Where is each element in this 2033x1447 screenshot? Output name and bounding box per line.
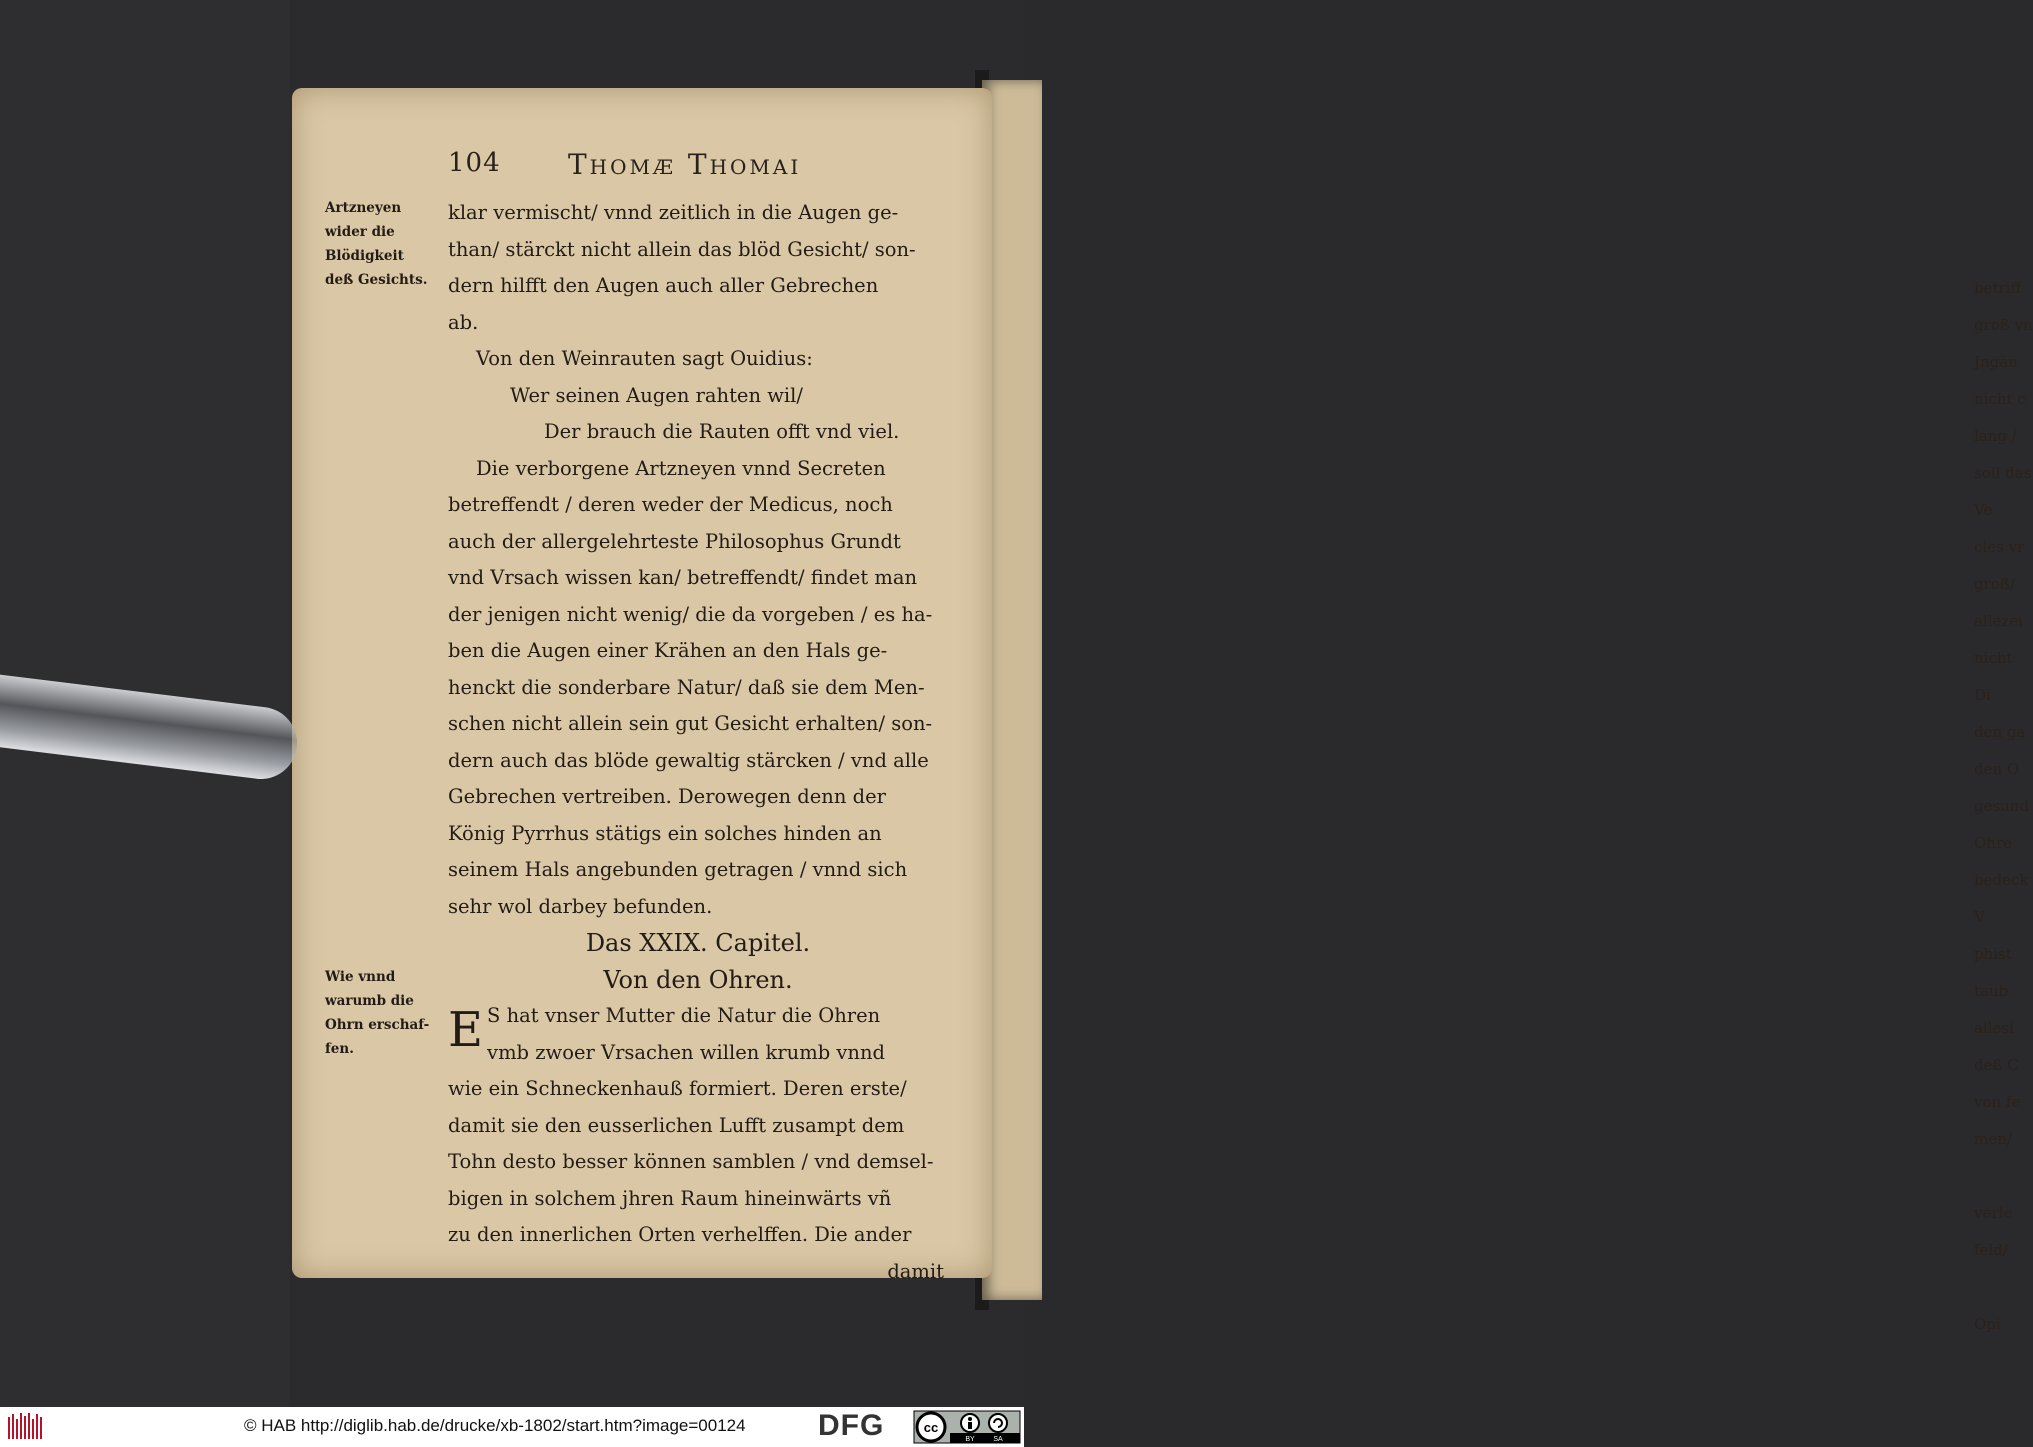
running-head <box>448 148 968 188</box>
text-line: henckt die sonderbare Natur/ daß sie dem Men- <box>448 675 925 699</box>
text-line: vnd Vrsach wissen kan/ betreffendt/ findet man <box>448 566 918 589</box>
text-line: vmb zwoer Vrsachen willen krumb vnnd <box>487 1040 885 1064</box>
text-line: dern hilfft den Augen auch aller Gebrechen <box>448 274 879 297</box>
text-line: König Pyrrhus stätigs ein solches hinden an <box>448 821 882 845</box>
facing-page-fragment: gesund <box>1974 797 2030 815</box>
facing-page-fragment: phist <box>1974 945 2012 963</box>
body-text <box>448 195 948 1290</box>
facing-page-text <box>1974 270 2033 1343</box>
marginal-note-ears: Wie vnnd warumb die Ohrn erschaf- fen. <box>325 969 430 1057</box>
text-line: klar vermischt/ vnnd zeitlich in die Augen ge- <box>448 201 899 224</box>
text-line: sehr wol darbey befunden. <box>448 894 713 918</box>
facing-page-fragment: groß/ <box>1974 575 2015 593</box>
text-line: dern auch das blöde gewaltig stärcken / vnd alle <box>448 748 929 772</box>
text-line: S hat vnser Mutter die Natur die Ohren <box>487 1004 881 1027</box>
text-line: wie ein Schneckenhauß formiert. Deren erste/ <box>448 1077 907 1100</box>
facing-page-fragment: Ve <box>1974 501 1993 519</box>
svg-text:cc: cc <box>923 1420 939 1435</box>
facing-page-fragment: von fe <box>1974 1093 2021 1111</box>
verse-line: Wer seinen Augen rahten wil/ <box>510 383 803 407</box>
page-number: 104 <box>448 148 501 178</box>
text-line: seinem Hals angebunden getragen / vnnd sich <box>448 858 908 881</box>
svg-text:SA: SA <box>993 1436 1003 1443</box>
text-line: Die verborgene Artzneyen vnnd Secreten <box>476 456 886 480</box>
facing-page-fragment: deß C <box>1974 1056 2019 1074</box>
facing-page-fragment <box>1974 1269 2014 1306</box>
hab-logo-icon <box>6 1411 46 1443</box>
facing-page-fragment: Jngän <box>1974 353 2018 371</box>
facing-page-fragment: bedeck <box>1974 871 2029 889</box>
marginal-note-eyes: Artzneyen wider die Blödigkeit deß Gesichts. <box>325 200 428 288</box>
verse-line: Der brauch die Rauten offt vnd viel. <box>544 420 900 443</box>
footer-link[interactable]: © HAB http://diglib.hab.de/drucke/xb-1802/start.htm?image=00124 <box>244 1416 746 1435</box>
facing-page-fragment: den O <box>1974 760 2020 778</box>
dropcap-paragraph <box>448 998 948 1254</box>
facing-page-fragment: Opi <box>1974 1315 2001 1333</box>
running-title: Thomæ Thomai <box>568 148 802 181</box>
facing-page-fragment: nicht <box>1974 649 2013 667</box>
drop-cap: E <box>448 1002 484 1058</box>
text-line: auch der allergelehrteste Philosophus Grundt <box>448 529 901 553</box>
facing-page-fragment: lang / <box>1974 427 2017 445</box>
facing-page-fragment: allezei <box>1974 612 2023 630</box>
text-line: betreffendt / deren weder der Medicus, noch <box>448 493 893 516</box>
facing-page-fragment: allesi <box>1974 1019 2014 1037</box>
text-line: damit sie den eusserlichen Lufft zusampt dem <box>448 1113 905 1137</box>
text-line: ben die Augen einer Krähen an den Hals ge- <box>448 639 888 662</box>
text-line: Tohn desto besser können samblen / vnd demsel- <box>448 1150 934 1173</box>
facing-page-fragment: Ohre <box>1974 834 2013 852</box>
text-line: ab. <box>448 310 479 334</box>
facing-page-fragment: feld/ <box>1974 1241 2008 1259</box>
svg-text:BY: BY <box>965 1436 975 1443</box>
facing-page-fragment: soll das <box>1974 464 2032 482</box>
text-line: schen nicht allein sein gut Gesicht erhalten/ son- <box>448 712 933 735</box>
text-line: than/ stärckt nicht allein das blöd Gesicht/ son- <box>448 237 916 261</box>
facing-page-fragment: men/ <box>1974 1130 2012 1148</box>
ovid-intro: Von den Weinrauten sagt Ouidius: <box>476 347 813 370</box>
chapter-heading: Das XXIX. Capitel. <box>585 929 811 957</box>
catchword: damit <box>887 1259 944 1283</box>
text-line: der jenigen nicht wenig/ die da vorgeben / es ha- <box>448 602 933 626</box>
facing-page-fragment: taub <box>1974 982 2009 1000</box>
facing-page-fragment: groß vn <box>1974 316 2033 334</box>
footer-bar <box>0 1407 1024 1447</box>
facing-page-fragment: verle <box>1974 1204 2013 1222</box>
text-line: Gebrechen vertreiben. Derowegen denn der <box>448 785 886 808</box>
chapter-subheading: Von den Ohren. <box>603 965 793 994</box>
facing-page-fragment: nicht c <box>1974 390 2026 408</box>
text-line: bigen in solchem jhren Raum hineinwärts vñ <box>448 1186 892 1210</box>
cc-license-icon[interactable] <box>914 1411 1020 1443</box>
facing-page-fragment <box>1974 1158 2014 1195</box>
facing-page-fragment: den ga <box>1974 723 2026 741</box>
text-line: zu den innerlichen Orten verhelffen. Die ander <box>448 1223 912 1246</box>
facing-page-fragment: V <box>1974 908 1985 926</box>
facing-page-fragment: cles vr <box>1974 538 2025 556</box>
facing-page-fragment: betriff <box>1974 279 2022 297</box>
facing-page-fragment: Di <box>1974 686 1991 704</box>
dfg-logo: DFG <box>818 1409 885 1442</box>
